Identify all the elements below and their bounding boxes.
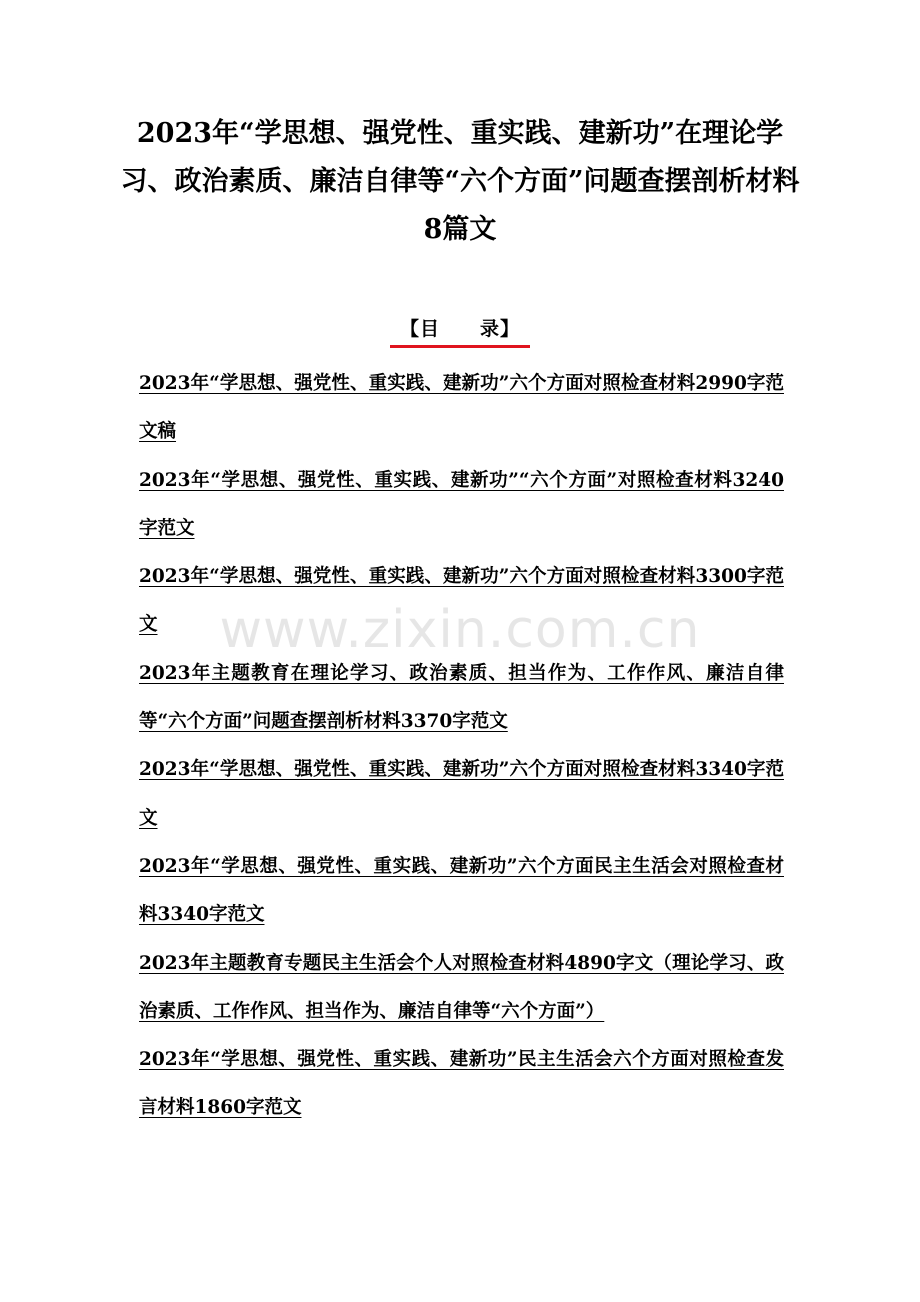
toc-item — [139, 553, 784, 650]
toc-item — [139, 940, 784, 1037]
toc-item — [139, 650, 784, 747]
toc-item — [139, 457, 784, 554]
toc-link-1[interactable]: 2023年“学思想、强党性、重实践、建新功”六个方面对照检查材料2990字范文稿 — [139, 373, 784, 443]
table-of-contents — [139, 360, 784, 1133]
toc-link-4[interactable]: 2023年主题教育在理论学习、政治素质、担当作为、工作作风、廉洁自律等“六个方面”问题查摆剖析材料3370字范文 — [139, 662, 784, 733]
toc-heading-container — [0, 314, 920, 348]
toc-item — [139, 1036, 784, 1133]
toc-link-8[interactable]: 2023年“学思想、强党性、重实践、建新功”民主生活会六个方面对照检查发言材料1860字范文 — [139, 1049, 784, 1119]
toc-link-7[interactable]: 2023年主题教育专题民主生活会个人对照检查材料4890字文（理论学习、政治素质、工作作风、担当作为、廉洁自律等“六个方面”） — [139, 952, 784, 1022]
toc-item — [139, 843, 784, 940]
toc-item — [139, 360, 784, 457]
toc-link-3[interactable]: 2023年“学思想、强党性、重实践、建新功”六个方面对照检查材料3300字范文 — [139, 566, 784, 636]
watermark-text: www.zixin.com.cn — [219, 600, 701, 660]
toc-link-5[interactable]: 2023年“学思想、强党性、重实践、建新功”六个方面对照检查材料3340字范文 — [139, 759, 784, 829]
toc-link-6[interactable]: 2023年“学思想、强党性、重实践、建新功”六个方面民主生活会对照检查材料3340字范文 — [139, 855, 784, 926]
toc-item — [139, 746, 784, 843]
document-title: 2023年“学思想、强党性、重实践、建新功”在理论学习、政治素质、廉洁自律等“六个方面”问题查摆剖析材料8篇文 — [120, 118, 800, 245]
toc-link-2[interactable]: 2023年“学思想、强党性、重实践、建新功”“六个方面”对照检查材料3240字范文 — [139, 469, 784, 539]
toc-heading: 【目 录】 — [390, 314, 530, 348]
